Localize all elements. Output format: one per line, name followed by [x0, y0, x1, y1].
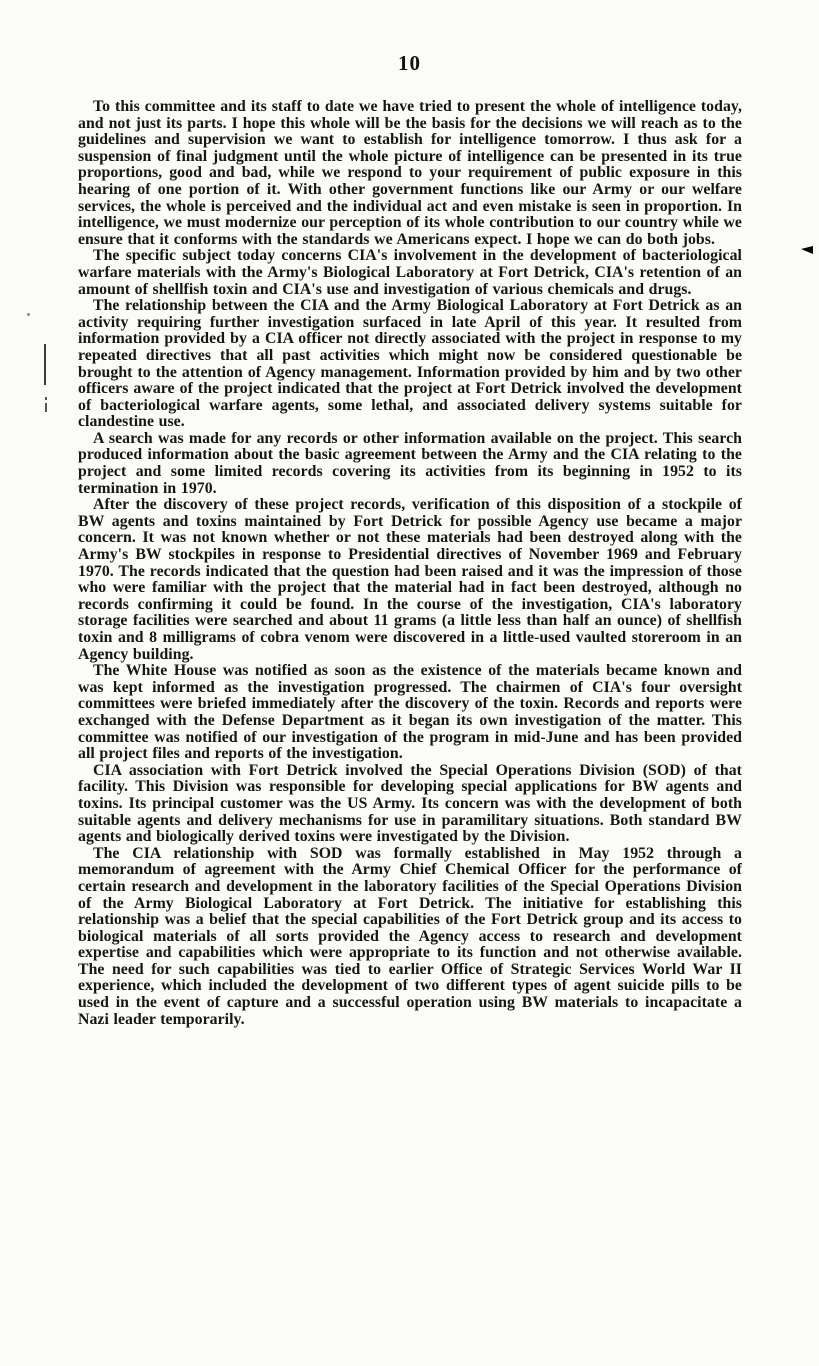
paragraph-records-search: A search was made for any records or other information available on the project. This search produced information about the basic agreement between the Army and the CIA relating to the project and some limited records covering its activities from its beginning in 1952 to its termination in 1970. — [78, 429, 742, 497]
margin-tick-mark — [45, 397, 47, 412]
paragraph-white-house-notified: The White House was notified as soon as the existence of the materials became known and was kept informed as the investigation progressed. The chairmen of CIA's four oversight committees were briefed immediately after the discovery of the toxin. Records and reports were exchanged with the Defense Department as it began its own investigation of the matter. This committee was notified of our investigation of the program in mid-June and has been provided all project files and reports of the investigation. — [78, 662, 742, 763]
paragraph-opening-statement: To this committee and its staff to date we have tried to present the whole of intelligence today, and not just its parts. I hope this whole will be the basis for the decisions we will reach as to the guidelines and supervision we want to establish for intelligence tomorrow. I thus ask for a suspension of final judgment until the whole picture of intelligence can be presented in its true proportions, good and bad, while we respond to your requirement of public exposure in this hearing of one portion of it. With other government functions like our Army or our welfare services, the whole is perceived and the individual act and even mistake is seen in proportion. In intelligence, we must modernize our perception of its whole contribution to our country while we ensure that it conforms with the standards we Americans expect. I hope we can do both jobs. — [78, 98, 742, 248]
paragraph-specific-subject: The specific subject today concerns CIA's involvement in the development of bacteriological warfare materials with the Army's Biological Laboratory at Fort Detrick, CIA's retention of an amount of shellfish toxin and CIA's use and investigation of various chemicals and drugs. — [78, 247, 742, 298]
page-body — [78, 99, 742, 1028]
paragraph-sod-history: The CIA relationship with SOD was formally established in May 1952 through a memorandum of agreement with the Army Chief Chemical Officer for the performance of certain research and development in the laboratory facilities of the Special Operations Division of the Army Biological Laboratory at Fort Detrick. The initiative for establishing this relationship was a belief that the special capabilities of the Fort Detrick group and its access to biological materials of all sorts provided the Agency access to research and development expertise and capabilities which were appropriate to its function and not otherwise available. The need for such capabilities was tied to earlier Office of Strategic Services World War II experience, which included the development of two different types of agent suicide pills to be used in the event of capture and a successful operation using BW materials to incapacitate a Nazi leader temporarily. — [78, 844, 742, 1028]
margin-dot-mark — [27, 313, 30, 316]
page-number: 10 — [398, 51, 421, 75]
paragraph-stockpile-discovery: After the discovery of these project records, verification of this disposition of a stockpile of BW agents and toxins maintained by Fort Detrick for possible Agency use became a major concern. It was not known whether or not these materials had been destroyed along with the Army's BW stockpiles in response to Presidential directives of November 1969 and February 1970. The records indicated that the question had been raised and it was the impression of those who were familiar with the project that the material had in fact been destroyed, although no records confirming it could be found. In the course of the investigation, CIA's laboratory storage facilities were searched and about 11 grams (a little less than half an ounce) of shellfish toxin and 8 milligrams of cobra venom were discovered in a little-used vaulted storeroom in an Agency building. — [78, 496, 742, 663]
margin-pencil-line-mark — [44, 344, 46, 385]
margin-arrowhead-mark — [801, 246, 813, 254]
paragraph-relationship-surfaced: The relationship between the CIA and the Army Biological Laboratory at Fort Detrick as an activity requiring further investigation surfaced in late April of this year. It resulted from information provided by a CIA officer not directly associated with the project in response to my repeated directives that all past activities which might now be considered questionable be brought to the attention of Agency management. Information provided by him and by two other officers aware of the project indicated that the project at Fort Detrick involved the development of bacteriological warfare agents, some lethal, and associated delivery systems suitable for clandestine use. — [78, 297, 742, 431]
paragraph-sod-association: CIA association with Fort Detrick involved the Special Operations Division (SOD) of that facility. This Division was responsible for developing special applications for BW agents and toxins. Its principal customer was the US Army. Its concern was with the development of both suitable agents and delivery mechanisms for use in paramilitary situations. Both standard BW agents and biologically derived toxins were investigated by the Division. — [78, 761, 742, 846]
